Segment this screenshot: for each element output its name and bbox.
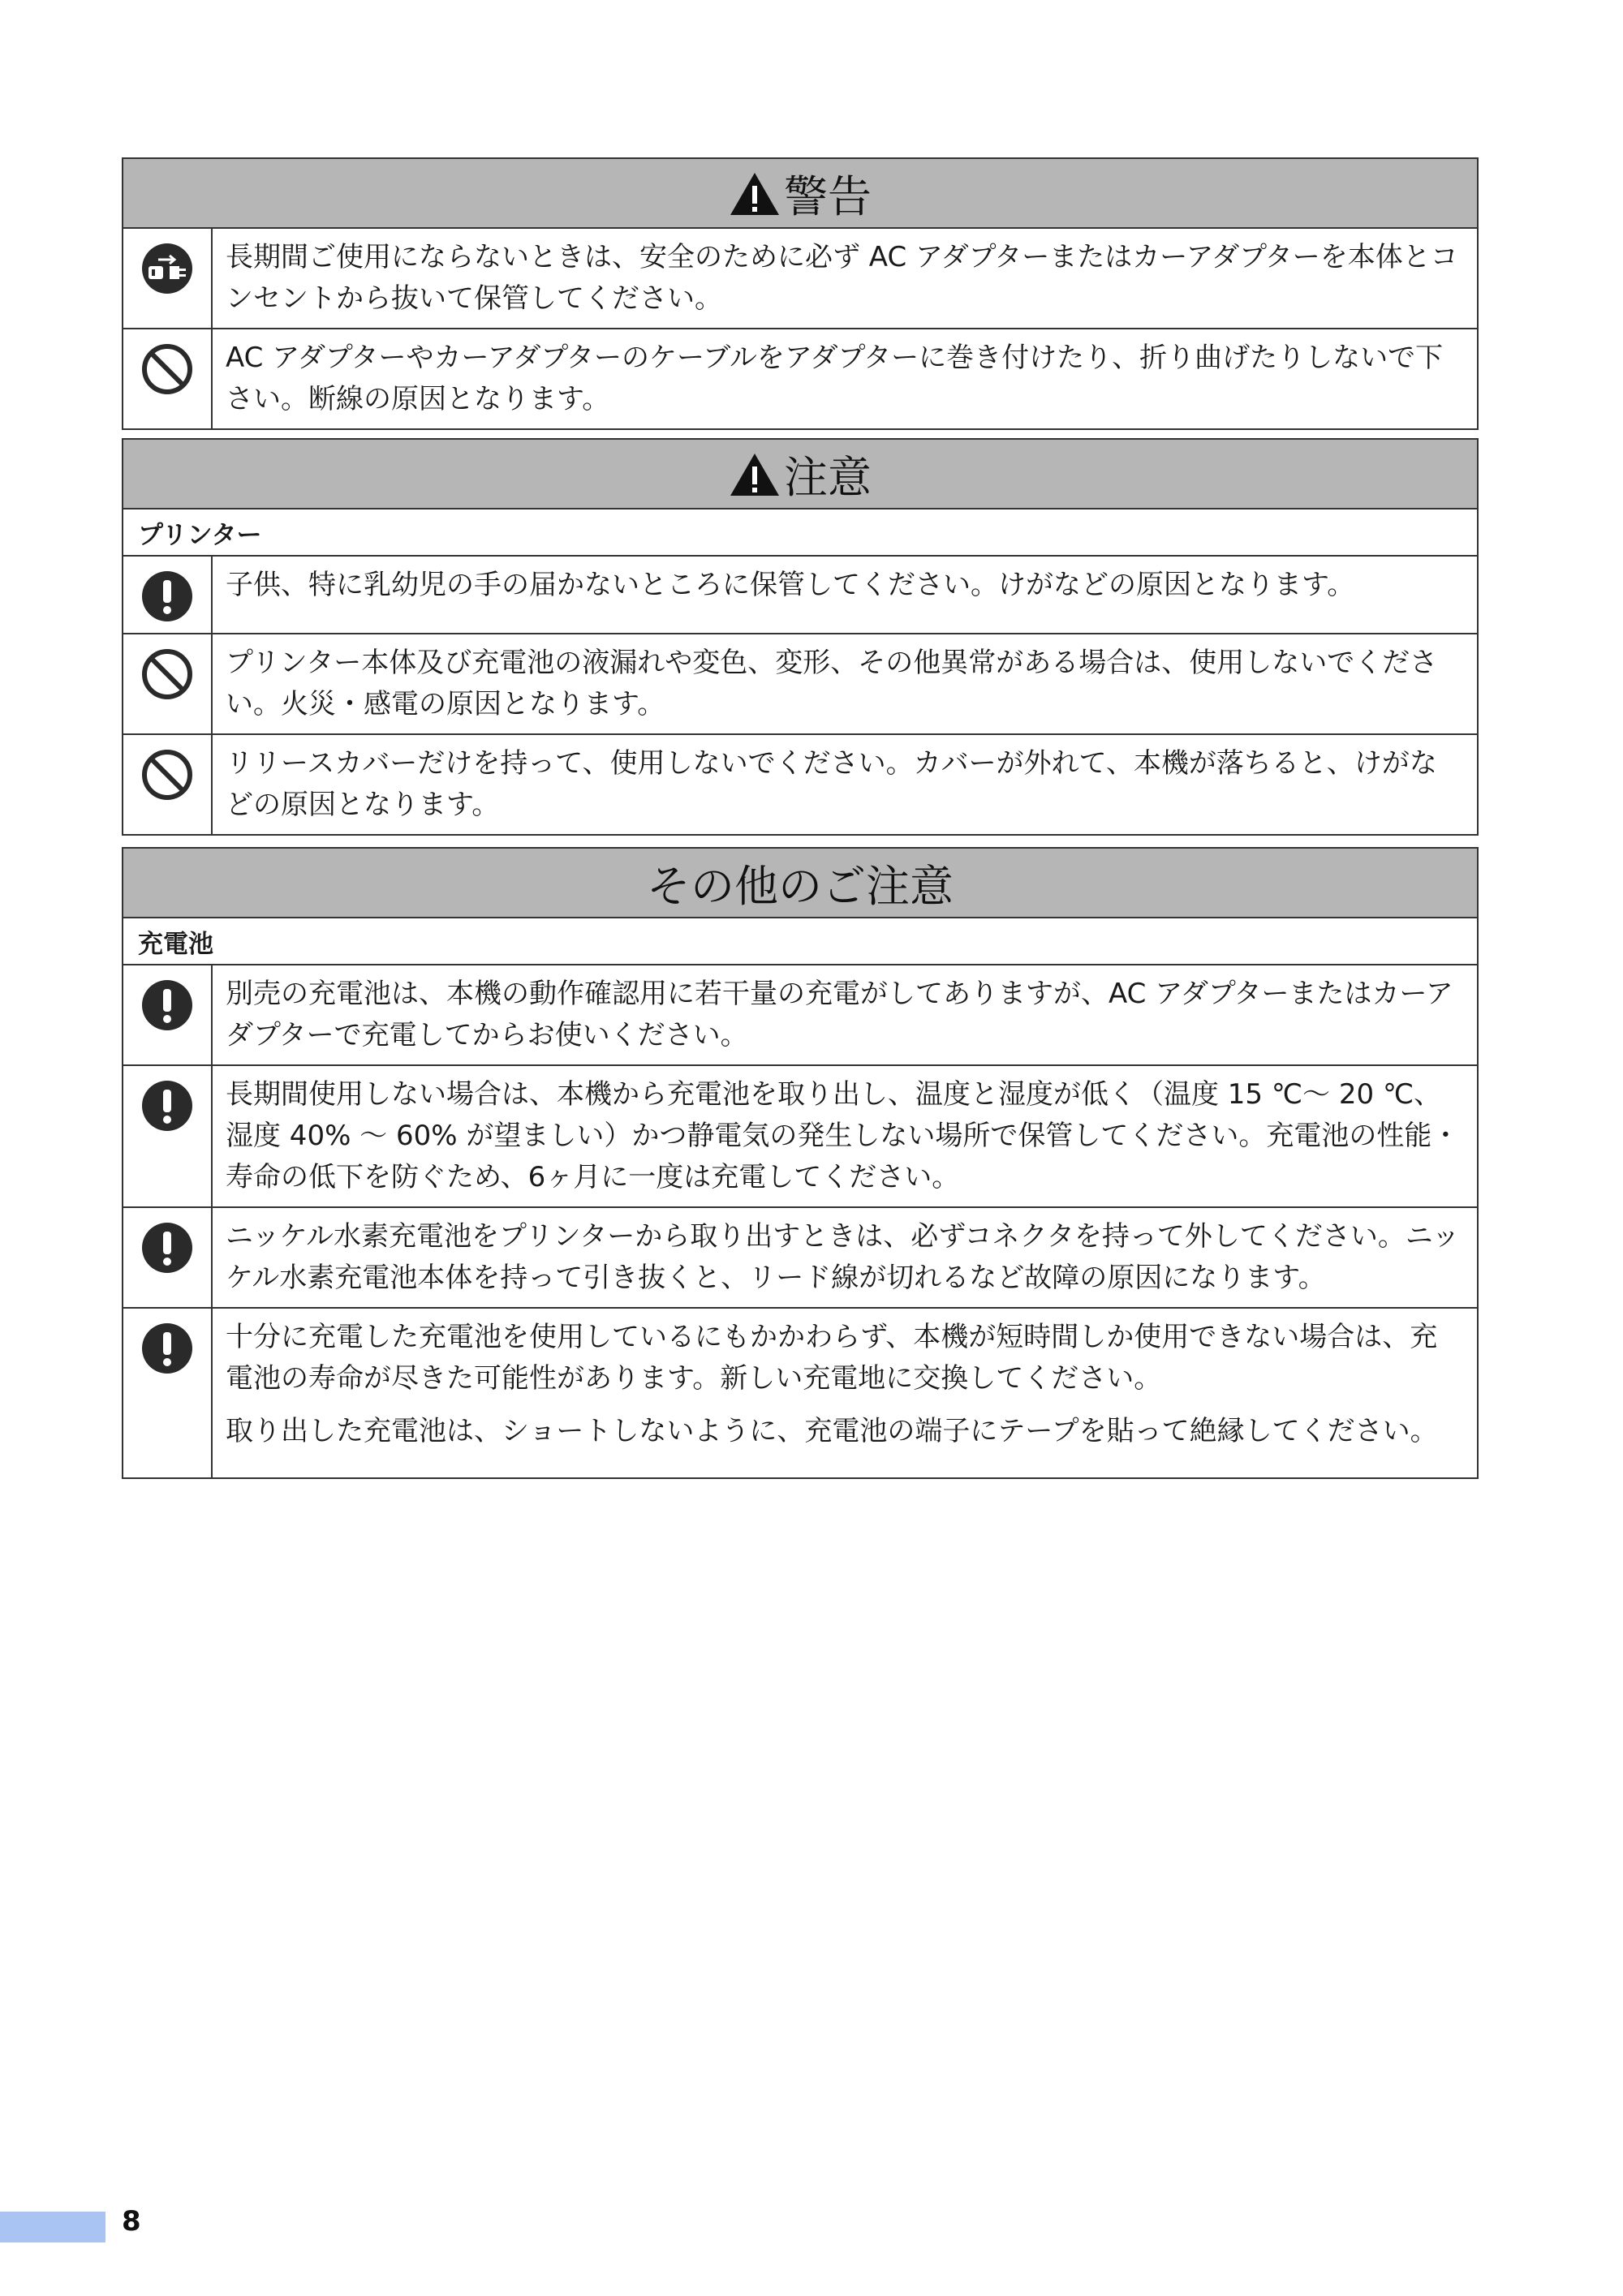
page-number-bar <box>0 2212 105 2242</box>
warning-row-1-text: 長期間ご使用にならないときは、安全のために必ず AC アダプターまたはカーアダプターを本体とコンセントから抜いて保管してください。 <box>212 228 1478 329</box>
other-row-3-text: ニッケル水素充電池をプリンターから取り出すときは、必ずコネクタを持って外してください。ニッケル水素充電池本体を持って引き抜くと、リード線が切れるなど故障の原因になります。 <box>212 1207 1478 1308</box>
other-row-4 <box>212 1308 1478 1478</box>
page-number: 8 <box>122 2205 141 2238</box>
caution-row-3-text: リリースカバーだけを持って、使用しないでください。カバーが外れて、本機が落ちると、けがなどの原因となります。 <box>212 734 1478 835</box>
mandatory-icon <box>140 978 194 1032</box>
mandatory-icon <box>140 1221 194 1275</box>
warning-triangle-icon <box>729 452 781 497</box>
mandatory-icon <box>140 1079 194 1133</box>
prohibition-icon <box>140 748 194 802</box>
warning-triangle-icon <box>729 171 781 217</box>
warning-title: 警告 <box>784 170 872 222</box>
other-row-2-text: 長期間使用しない場合は、本機から充電池を取り出し、温度と湿度が低く（温度 15 ℃～ 20 ℃、湿度 40% ～ 60% が望ましい）かつ静電気の発生しない場所で保管してください。充電池の性能・寿命の低下を防ぐため、6ヶ月に一度は充電してください。 <box>212 1065 1478 1207</box>
caution-row-1-text: 子供、特に乳幼児の手の届かないところに保管してください。けがなどの原因となります。 <box>212 556 1478 634</box>
other-notes-header <box>123 848 1478 918</box>
other-notes-title: その他のご注意 <box>647 860 954 912</box>
mandatory-icon <box>140 1322 194 1375</box>
other-notes-section <box>122 847 1479 1479</box>
other-row-4-text-2: 取り出した充電池は、ショートしないように、充電池の端子にテープを貼って絶縁してください。 <box>226 1415 1438 1447</box>
caution-row-2-text: プリンター本体及び充電池の液漏れや変色、変形、その他異常がある場合は、使用しないでください。火災・感電の原因となります。 <box>212 634 1478 734</box>
other-notes-subheading: 充電池 <box>123 918 1478 965</box>
unplug-icon <box>140 242 194 295</box>
prohibition-icon <box>140 342 194 396</box>
other-row-4-text: 十分に充電した充電池を使用しているにもかかわらず、本機が短時間しか使用できない場合は、充電池の寿命が尽きた可能性があります。新しい充電地に交換してください。 <box>226 1321 1438 1395</box>
caution-section <box>122 438 1479 836</box>
caution-subheading: プリンター <box>123 509 1478 556</box>
warning-header <box>123 158 1478 228</box>
warning-section <box>122 157 1479 430</box>
prohibition-icon <box>140 647 194 701</box>
caution-title: 注意 <box>784 451 872 503</box>
mandatory-icon <box>140 570 194 623</box>
warning-row-2-text: AC アダプターやカーアダプターのケーブルをアダプターに巻き付けたり、折り曲げたりしないで下さい。断線の原因となります。 <box>212 329 1478 429</box>
other-row-1-text: 別売の充電池は、本機の動作確認用に若干量の充電がしてありますが、AC アダプターまたはカーアダプターで充電してからお使いください。 <box>212 965 1478 1065</box>
caution-header <box>123 439 1478 509</box>
